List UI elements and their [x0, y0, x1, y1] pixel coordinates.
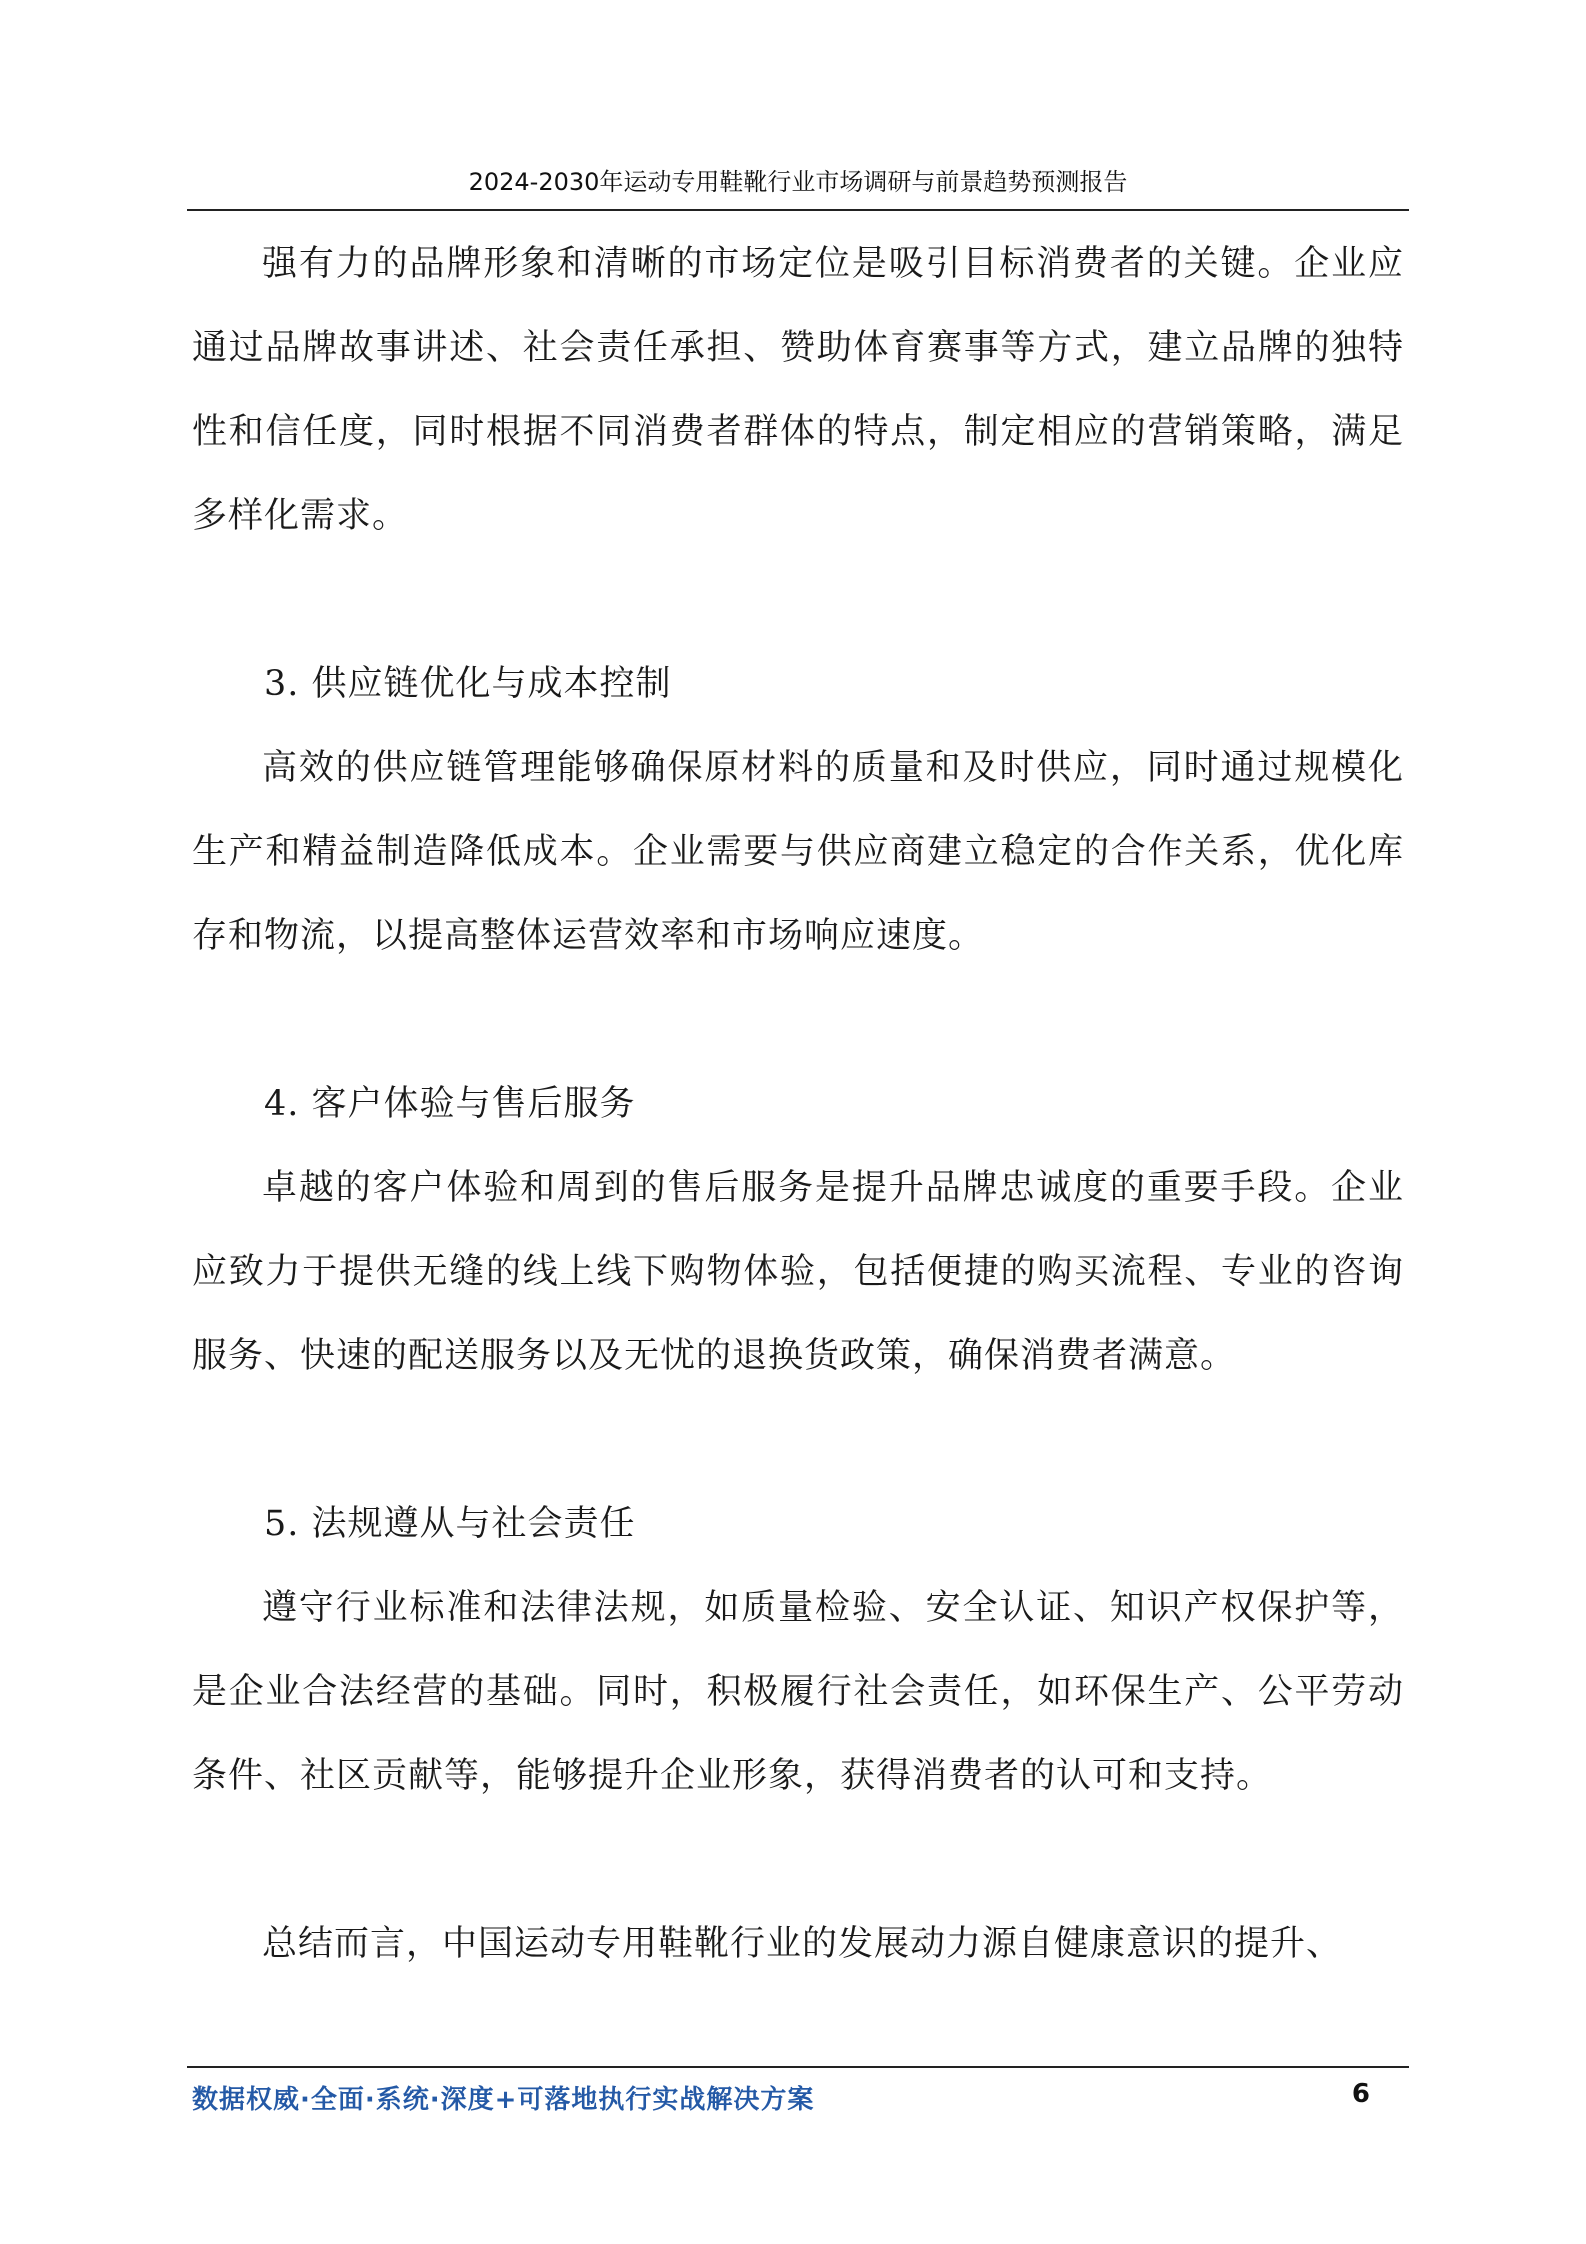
footer-slogan: 数据权威·全面·系统·深度+可落地执行实战解决方案: [192, 2085, 815, 2115]
paragraph-gap: [192, 558, 1404, 642]
section-heading-customer-experience: 4. 客户体验与售后服务: [264, 1084, 636, 1124]
section-heading-supply-chain: 3. 供应链优化与成本控制: [264, 664, 672, 704]
paragraph-customer-experience: 卓越的客户体验和周到的售后服务是提升品牌忠诚度的重要手段。企业应致力于提供无缝的线上线下购物体验，包括便捷的购买流程、专业的咨询服务、快速的配送服务以及无忧的退换货政策，确保消费者满意。: [192, 1168, 1404, 1376]
paragraph-gap: [192, 978, 1404, 1062]
page-number: 6: [1351, 2079, 1370, 2109]
paragraph-gap: [192, 1818, 1404, 1902]
paragraph-brand-positioning: 强有力的品牌形象和清晰的市场定位是吸引目标消费者的关键。企业应通过品牌故事讲述、社会责任承担、赞助体育赛事等方式，建立品牌的独特性和信任度，同时根据不同消费者群体的特点，制定相应的营销策略，满足多样化需求。: [192, 244, 1404, 536]
page-header-title: 2024-2030年运动专用鞋靴行业市场调研与前景趋势预测报告: [468, 168, 1128, 196]
paragraph-supply-chain: 高效的供应链管理能够确保原材料的质量和及时供应，同时通过规模化生产和精益制造降低成本。企业需要与供应商建立稳定的合作关系，优化库存和物流，以提高整体运营效率和市场响应速度。: [192, 748, 1404, 956]
paragraph-compliance: 遵守行业标准和法律法规，如质量检验、安全认证、知识产权保护等，是企业合法经营的基础。同时，积极履行社会责任，如环保生产、公平劳动条件、社区贡献等，能够提升企业形象，获得消费者的认可和支持。: [192, 1588, 1404, 1796]
header-divider: [187, 209, 1409, 211]
footer-divider: [187, 2066, 1409, 2068]
paragraph-summary: 总结而言，中国运动专用鞋靴行业的发展动力源自健康意识的提升、: [262, 1924, 1343, 1964]
paragraph-gap: [192, 1398, 1404, 1482]
section-heading-compliance: 5. 法规遵从与社会责任: [264, 1504, 636, 1544]
document-body: [192, 222, 1404, 1986]
